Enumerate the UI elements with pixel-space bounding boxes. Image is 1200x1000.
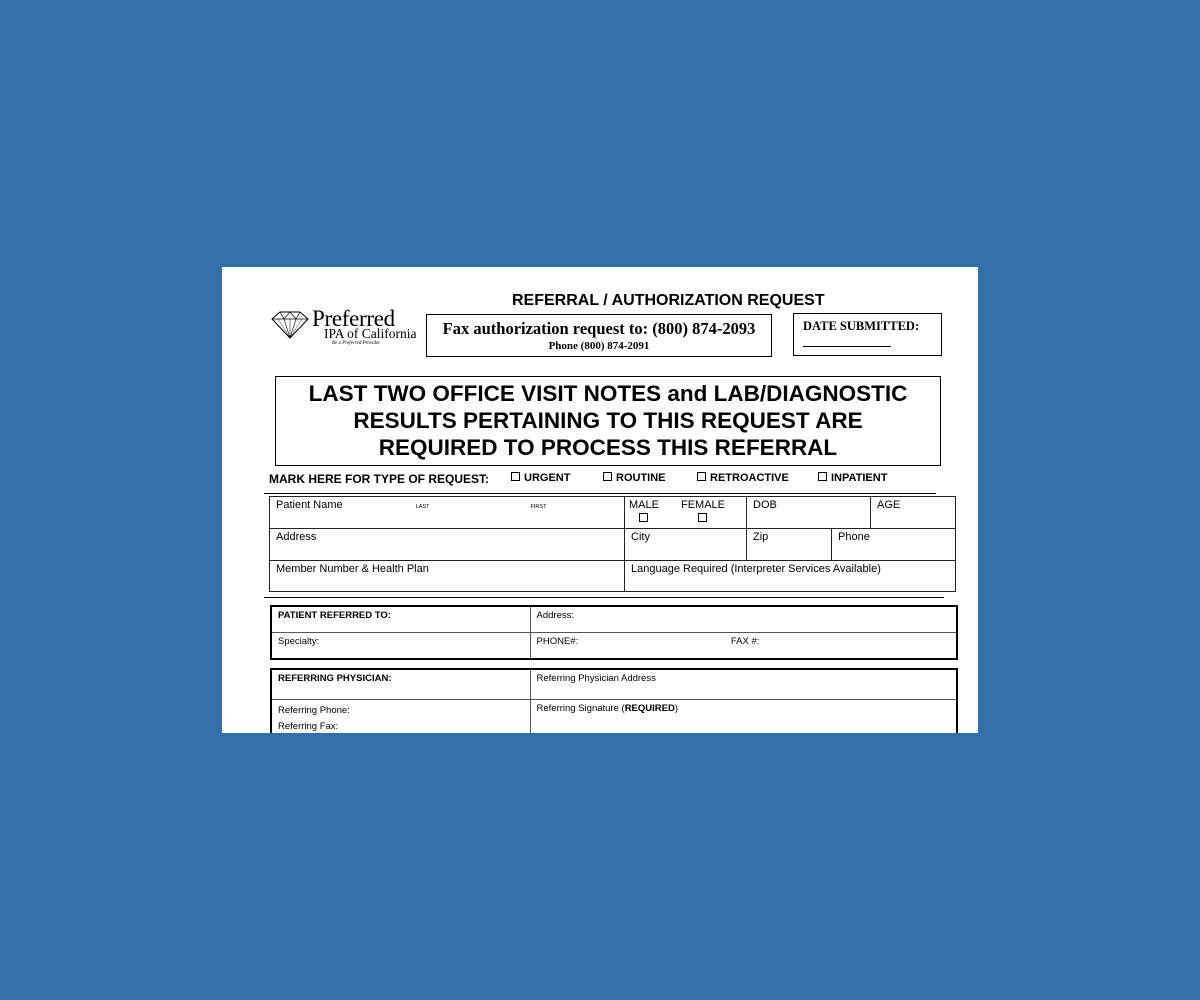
option-inpatient[interactable]: INPATIENT: [818, 472, 887, 484]
notice-line-2: RESULTS PERTAINING TO THIS REQUEST ARE: [353, 408, 863, 433]
referring-physician-table: [270, 668, 958, 733]
divider: [264, 597, 944, 598]
phone-number: Phone (800) 874-2091: [548, 340, 650, 352]
age-field[interactable]: AGE: [871, 497, 956, 529]
option-retroactive[interactable]: RETROACTIVE: [697, 472, 789, 484]
notice-line-1: LAST TWO OFFICE VISIT NOTES and LAB/DIAGNOSTIC: [308, 381, 908, 406]
referral-form-document: [222, 267, 978, 733]
checkbox[interactable]: [603, 472, 612, 481]
referred-phone-fax-field[interactable]: [530, 632, 957, 659]
date-submitted-box[interactable]: [793, 313, 942, 356]
address-field[interactable]: Address: [270, 529, 625, 561]
request-type-label: MARK HERE FOR TYPE OF REQUEST:: [269, 472, 490, 486]
zip-field[interactable]: Zip: [747, 529, 832, 561]
member-number-field[interactable]: Member Number & Health Plan: [270, 561, 625, 592]
referred-to-table: [270, 605, 958, 660]
male-label: MALE: [629, 499, 659, 511]
specialty-field[interactable]: Specialty:: [271, 632, 530, 659]
gender-field: [625, 497, 747, 529]
date-submitted-line: [803, 346, 891, 347]
male-checkbox[interactable]: [639, 513, 648, 522]
language-field[interactable]: Language Required (Interpreter Services Available): [625, 561, 956, 592]
fax-number: Fax authorization request to: (800) 874-2093: [442, 319, 756, 338]
city-field[interactable]: City: [625, 529, 747, 561]
referring-fax-label: Referring Fax:: [278, 720, 339, 732]
patient-name-field[interactable]: Patient Name LAST FIRST: [270, 497, 625, 529]
option-routine[interactable]: ROUTINE: [603, 472, 666, 484]
referring-address-field[interactable]: Referring Physician Address: [530, 669, 957, 699]
notice-line-3: REQUIRED TO PROCESS THIS REFERRAL: [378, 435, 838, 460]
preferred-ipa-logo: [270, 307, 420, 347]
female-checkbox[interactable]: [698, 513, 707, 522]
divider: [264, 493, 936, 494]
checkbox[interactable]: [697, 472, 706, 481]
date-submitted-label: DATE SUBMITTED:: [803, 319, 920, 333]
female-label: FEMALE: [681, 499, 726, 511]
fax-box: [426, 314, 772, 357]
notice-box: [275, 376, 941, 466]
patient-info-table: [269, 496, 956, 592]
option-urgent[interactable]: URGENT: [511, 472, 570, 484]
dob-field[interactable]: DOB: [747, 497, 871, 529]
referring-phone-fax-field[interactable]: [271, 699, 530, 733]
referred-to-heading: PATIENT REFERRED TO:: [271, 606, 530, 632]
checkbox[interactable]: [511, 472, 520, 481]
phone-field[interactable]: Phone: [832, 529, 956, 561]
referring-signature-field[interactable]: Referring Signature (REQUIRED): [530, 699, 957, 733]
logo-tagline: Be a Preferred Provider: [332, 341, 381, 346]
logo-name: Preferred: [312, 306, 395, 331]
referring-phone-label: Referring Phone:: [278, 704, 350, 716]
diamond-icon: [270, 311, 310, 339]
request-type-row: [269, 472, 969, 492]
form-title: REFERRAL / AUTHORIZATION REQUEST: [512, 292, 825, 309]
first-name-label: FIRST: [530, 504, 547, 510]
last-name-label: LAST: [415, 504, 430, 510]
logo-subtitle: IPA of California: [324, 326, 417, 341]
referred-address-field[interactable]: Address:: [530, 606, 957, 632]
referred-fax-label: FAX #:: [730, 635, 760, 647]
checkbox[interactable]: [818, 472, 827, 481]
referring-physician-heading: REFERRING PHYSICIAN:: [271, 669, 530, 699]
referred-phone-label: PHONE#:: [536, 635, 579, 647]
